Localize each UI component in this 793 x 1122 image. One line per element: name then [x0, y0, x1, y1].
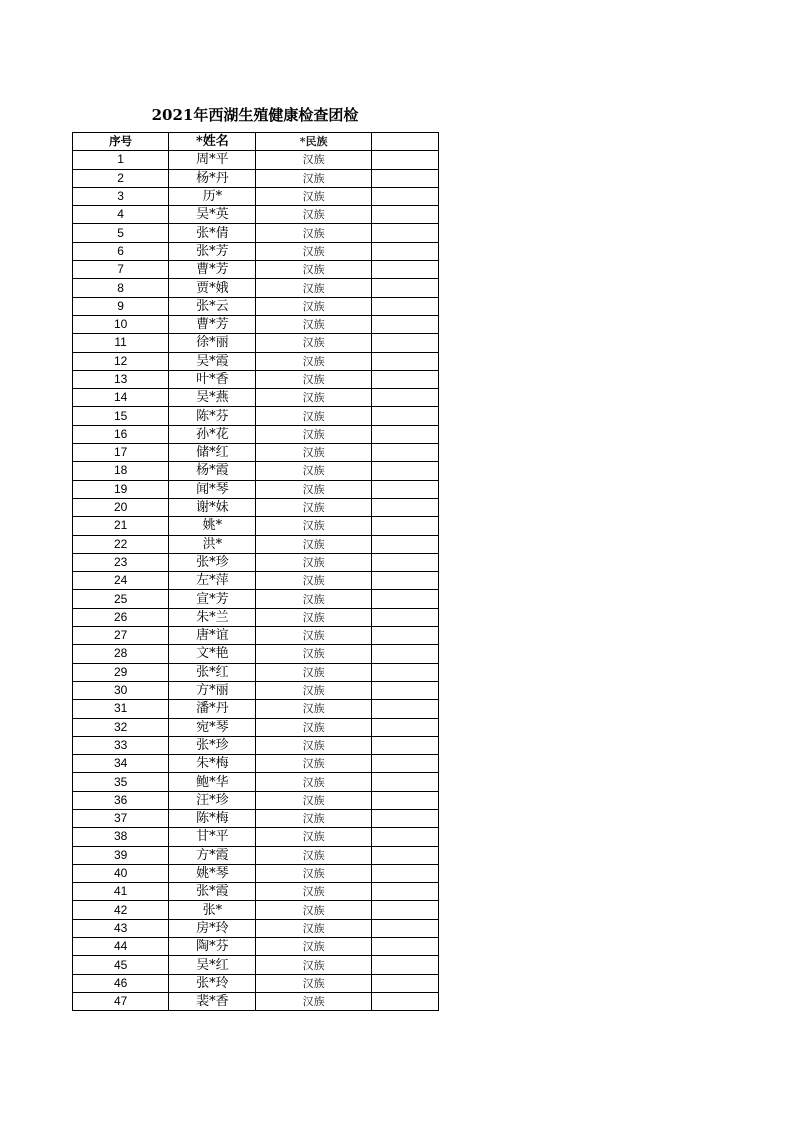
- row-ethnicity: 汉族: [256, 187, 371, 205]
- row-seq: 46: [73, 974, 169, 992]
- row-seq: 45: [73, 956, 169, 974]
- table-row: [73, 901, 439, 919]
- row-name: 甘*平: [169, 828, 256, 846]
- row-ethnicity: 汉族: [256, 828, 371, 846]
- table-row: [73, 224, 439, 242]
- row-ethnicity: 汉族: [256, 334, 371, 352]
- table-row: [73, 315, 439, 333]
- row-seq: 31: [73, 700, 169, 718]
- row-empty-cell: [371, 224, 438, 242]
- row-empty-cell: [371, 462, 438, 480]
- row-ethnicity: 汉族: [256, 608, 371, 626]
- row-seq: 27: [73, 627, 169, 645]
- row-name: 孙*花: [169, 425, 256, 443]
- row-name: 储*红: [169, 444, 256, 462]
- row-ethnicity: 汉族: [256, 974, 371, 992]
- table-row: [73, 151, 439, 169]
- row-empty-cell: [371, 956, 438, 974]
- row-seq: 21: [73, 517, 169, 535]
- table-row: [73, 627, 439, 645]
- page-title: 2021年西湖生殖健康检查团检: [151, 106, 359, 124]
- row-name: 吴*英: [169, 206, 256, 224]
- table-row: [73, 352, 439, 370]
- row-empty-cell: [371, 242, 438, 260]
- table-row: [73, 700, 439, 718]
- row-name: 宛*琴: [169, 718, 256, 736]
- row-seq: 38: [73, 828, 169, 846]
- header-extra: [371, 133, 438, 151]
- table-row: [73, 938, 439, 956]
- table-row: [73, 809, 439, 827]
- row-seq: 16: [73, 425, 169, 443]
- row-seq: 5: [73, 224, 169, 242]
- row-seq: 29: [73, 663, 169, 681]
- row-name: 朱*兰: [169, 608, 256, 626]
- row-name: 曹*芳: [169, 261, 256, 279]
- row-empty-cell: [371, 572, 438, 590]
- row-seq: 44: [73, 938, 169, 956]
- row-name: 张*红: [169, 663, 256, 681]
- row-seq: 12: [73, 352, 169, 370]
- row-empty-cell: [371, 992, 438, 1010]
- row-name: 张*云: [169, 297, 256, 315]
- row-seq: 30: [73, 681, 169, 699]
- row-empty-cell: [371, 553, 438, 571]
- row-empty-cell: [371, 791, 438, 809]
- table-row: [73, 187, 439, 205]
- row-name: 张*霞: [169, 883, 256, 901]
- row-empty-cell: [371, 169, 438, 187]
- row-seq: 35: [73, 773, 169, 791]
- table-row: [73, 718, 439, 736]
- row-ethnicity: 汉族: [256, 169, 371, 187]
- row-name: 徐*丽: [169, 334, 256, 352]
- row-name: 洪*: [169, 535, 256, 553]
- row-name: 张*玲: [169, 974, 256, 992]
- table-row: [73, 480, 439, 498]
- row-seq: 10: [73, 315, 169, 333]
- table-row: [73, 279, 439, 297]
- row-ethnicity: 汉族: [256, 992, 371, 1010]
- row-empty-cell: [371, 627, 438, 645]
- row-ethnicity: 汉族: [256, 956, 371, 974]
- row-ethnicity: 汉族: [256, 736, 371, 754]
- row-seq: 7: [73, 261, 169, 279]
- table-row: [73, 773, 439, 791]
- row-empty-cell: [371, 755, 438, 773]
- table-row: [73, 663, 439, 681]
- row-name: 陈*梅: [169, 809, 256, 827]
- row-empty-cell: [371, 151, 438, 169]
- row-name: 左*萍: [169, 572, 256, 590]
- row-name: 杨*丹: [169, 169, 256, 187]
- table-row: [73, 169, 439, 187]
- row-ethnicity: 汉族: [256, 590, 371, 608]
- row-seq: 40: [73, 864, 169, 882]
- header-seq: 序号: [73, 133, 169, 151]
- row-name: 裴*香: [169, 992, 256, 1010]
- row-seq: 17: [73, 444, 169, 462]
- table-row: [73, 553, 439, 571]
- row-seq: 9: [73, 297, 169, 315]
- row-seq: 6: [73, 242, 169, 260]
- row-ethnicity: 汉族: [256, 700, 371, 718]
- table-row: [73, 462, 439, 480]
- row-seq: 19: [73, 480, 169, 498]
- row-name: 张*芳: [169, 242, 256, 260]
- row-name: 文*艳: [169, 645, 256, 663]
- row-name: 叶*香: [169, 370, 256, 388]
- row-name: 闻*琴: [169, 480, 256, 498]
- row-ethnicity: 汉族: [256, 425, 371, 443]
- member-table: [72, 132, 439, 1011]
- row-name: 历*: [169, 187, 256, 205]
- row-empty-cell: [371, 846, 438, 864]
- row-empty-cell: [371, 645, 438, 663]
- row-name: 谢*妹: [169, 498, 256, 516]
- row-ethnicity: 汉族: [256, 224, 371, 242]
- row-ethnicity: 汉族: [256, 151, 371, 169]
- table-row: [73, 572, 439, 590]
- row-empty-cell: [371, 370, 438, 388]
- table-row: [73, 407, 439, 425]
- row-ethnicity: 汉族: [256, 480, 371, 498]
- row-empty-cell: [371, 498, 438, 516]
- row-name: 吴*霞: [169, 352, 256, 370]
- row-empty-cell: [371, 187, 438, 205]
- row-empty-cell: [371, 681, 438, 699]
- row-name: 姚*: [169, 517, 256, 535]
- table-row: [73, 389, 439, 407]
- row-ethnicity: 汉族: [256, 755, 371, 773]
- table-row: [73, 974, 439, 992]
- row-ethnicity: 汉族: [256, 297, 371, 315]
- row-name: 方*霞: [169, 846, 256, 864]
- row-empty-cell: [371, 883, 438, 901]
- row-seq: 22: [73, 535, 169, 553]
- row-empty-cell: [371, 809, 438, 827]
- row-name: 吴*红: [169, 956, 256, 974]
- row-seq: 14: [73, 389, 169, 407]
- row-name: 张*倩: [169, 224, 256, 242]
- row-seq: 13: [73, 370, 169, 388]
- row-empty-cell: [371, 315, 438, 333]
- row-empty-cell: [371, 901, 438, 919]
- row-seq: 37: [73, 809, 169, 827]
- table-row: [73, 791, 439, 809]
- table-row: [73, 261, 439, 279]
- row-seq: 39: [73, 846, 169, 864]
- table-row: [73, 919, 439, 937]
- row-ethnicity: 汉族: [256, 718, 371, 736]
- table-row: [73, 681, 439, 699]
- row-name: 方*丽: [169, 681, 256, 699]
- table-row: [73, 608, 439, 626]
- table-row: [73, 992, 439, 1010]
- header-ethnicity: *民族: [256, 133, 371, 151]
- row-ethnicity: 汉族: [256, 864, 371, 882]
- row-ethnicity: 汉族: [256, 407, 371, 425]
- row-empty-cell: [371, 608, 438, 626]
- row-seq: 20: [73, 498, 169, 516]
- row-empty-cell: [371, 700, 438, 718]
- row-empty-cell: [371, 389, 438, 407]
- table-row: [73, 755, 439, 773]
- row-name: 陈*芬: [169, 407, 256, 425]
- row-empty-cell: [371, 736, 438, 754]
- table-row: [73, 864, 439, 882]
- row-name: 张*珍: [169, 736, 256, 754]
- table-row: [73, 645, 439, 663]
- row-ethnicity: 汉族: [256, 389, 371, 407]
- row-empty-cell: [371, 663, 438, 681]
- row-ethnicity: 汉族: [256, 462, 371, 480]
- row-empty-cell: [371, 297, 438, 315]
- row-empty-cell: [371, 535, 438, 553]
- row-ethnicity: 汉族: [256, 627, 371, 645]
- row-ethnicity: 汉族: [256, 809, 371, 827]
- row-empty-cell: [371, 407, 438, 425]
- row-seq: 18: [73, 462, 169, 480]
- row-ethnicity: 汉族: [256, 261, 371, 279]
- row-seq: 34: [73, 755, 169, 773]
- row-ethnicity: 汉族: [256, 517, 371, 535]
- row-empty-cell: [371, 517, 438, 535]
- row-empty-cell: [371, 919, 438, 937]
- row-name: 宣*芳: [169, 590, 256, 608]
- row-seq: 23: [73, 553, 169, 571]
- row-empty-cell: [371, 444, 438, 462]
- row-empty-cell: [371, 279, 438, 297]
- row-name: 鲍*华: [169, 773, 256, 791]
- row-ethnicity: 汉族: [256, 572, 371, 590]
- row-ethnicity: 汉族: [256, 535, 371, 553]
- row-seq: 11: [73, 334, 169, 352]
- row-seq: 41: [73, 883, 169, 901]
- row-ethnicity: 汉族: [256, 370, 371, 388]
- row-ethnicity: 汉族: [256, 681, 371, 699]
- row-ethnicity: 汉族: [256, 444, 371, 462]
- table-row: [73, 517, 439, 535]
- row-ethnicity: 汉族: [256, 846, 371, 864]
- row-ethnicity: 汉族: [256, 242, 371, 260]
- row-name: 杨*霞: [169, 462, 256, 480]
- row-ethnicity: 汉族: [256, 901, 371, 919]
- row-ethnicity: 汉族: [256, 645, 371, 663]
- row-empty-cell: [371, 590, 438, 608]
- row-ethnicity: 汉族: [256, 315, 371, 333]
- table-row: [73, 736, 439, 754]
- row-name: 贾*娥: [169, 279, 256, 297]
- row-name: 周*平: [169, 151, 256, 169]
- table-row: [73, 498, 439, 516]
- row-name: 潘*丹: [169, 700, 256, 718]
- row-seq: 32: [73, 718, 169, 736]
- table-row: [73, 828, 439, 846]
- row-empty-cell: [371, 718, 438, 736]
- row-name: 汪*珍: [169, 791, 256, 809]
- row-empty-cell: [371, 864, 438, 882]
- row-ethnicity: 汉族: [256, 773, 371, 791]
- row-name: 朱*梅: [169, 755, 256, 773]
- row-empty-cell: [371, 425, 438, 443]
- row-name: 张*: [169, 901, 256, 919]
- row-ethnicity: 汉族: [256, 498, 371, 516]
- row-seq: 24: [73, 572, 169, 590]
- row-seq: 2: [73, 169, 169, 187]
- row-empty-cell: [371, 261, 438, 279]
- table-row: [73, 242, 439, 260]
- row-name: 陶*芬: [169, 938, 256, 956]
- table-row: [73, 956, 439, 974]
- row-name: 唐*谊: [169, 627, 256, 645]
- row-seq: 33: [73, 736, 169, 754]
- row-empty-cell: [371, 352, 438, 370]
- table-row: [73, 370, 439, 388]
- table-row: [73, 883, 439, 901]
- table-row: [73, 846, 439, 864]
- row-ethnicity: 汉族: [256, 883, 371, 901]
- row-name: 姚*琴: [169, 864, 256, 882]
- row-ethnicity: 汉族: [256, 938, 371, 956]
- row-seq: 25: [73, 590, 169, 608]
- row-ethnicity: 汉族: [256, 663, 371, 681]
- row-empty-cell: [371, 828, 438, 846]
- row-seq: 15: [73, 407, 169, 425]
- table-row: [73, 535, 439, 553]
- row-empty-cell: [371, 206, 438, 224]
- row-empty-cell: [371, 480, 438, 498]
- row-seq: 1: [73, 151, 169, 169]
- row-ethnicity: 汉族: [256, 279, 371, 297]
- row-seq: 47: [73, 992, 169, 1010]
- row-ethnicity: 汉族: [256, 206, 371, 224]
- row-seq: 4: [73, 206, 169, 224]
- row-ethnicity: 汉族: [256, 553, 371, 571]
- row-seq: 3: [73, 187, 169, 205]
- row-ethnicity: 汉族: [256, 919, 371, 937]
- table-row: [73, 334, 439, 352]
- row-ethnicity: 汉族: [256, 352, 371, 370]
- header-name: *姓名: [169, 133, 256, 151]
- row-empty-cell: [371, 334, 438, 352]
- row-ethnicity: 汉族: [256, 791, 371, 809]
- row-seq: 42: [73, 901, 169, 919]
- table-row: [73, 206, 439, 224]
- row-name: 曹*芳: [169, 315, 256, 333]
- table-row: [73, 297, 439, 315]
- row-name: 张*珍: [169, 553, 256, 571]
- row-empty-cell: [371, 974, 438, 992]
- row-name: 吴*燕: [169, 389, 256, 407]
- table-row: [73, 425, 439, 443]
- table-row: [73, 590, 439, 608]
- row-name: 房*玲: [169, 919, 256, 937]
- row-seq: 8: [73, 279, 169, 297]
- table-row: [73, 444, 439, 462]
- row-seq: 43: [73, 919, 169, 937]
- row-seq: 36: [73, 791, 169, 809]
- row-seq: 28: [73, 645, 169, 663]
- row-seq: 26: [73, 608, 169, 626]
- row-empty-cell: [371, 938, 438, 956]
- header-row: [73, 133, 439, 151]
- row-empty-cell: [371, 773, 438, 791]
